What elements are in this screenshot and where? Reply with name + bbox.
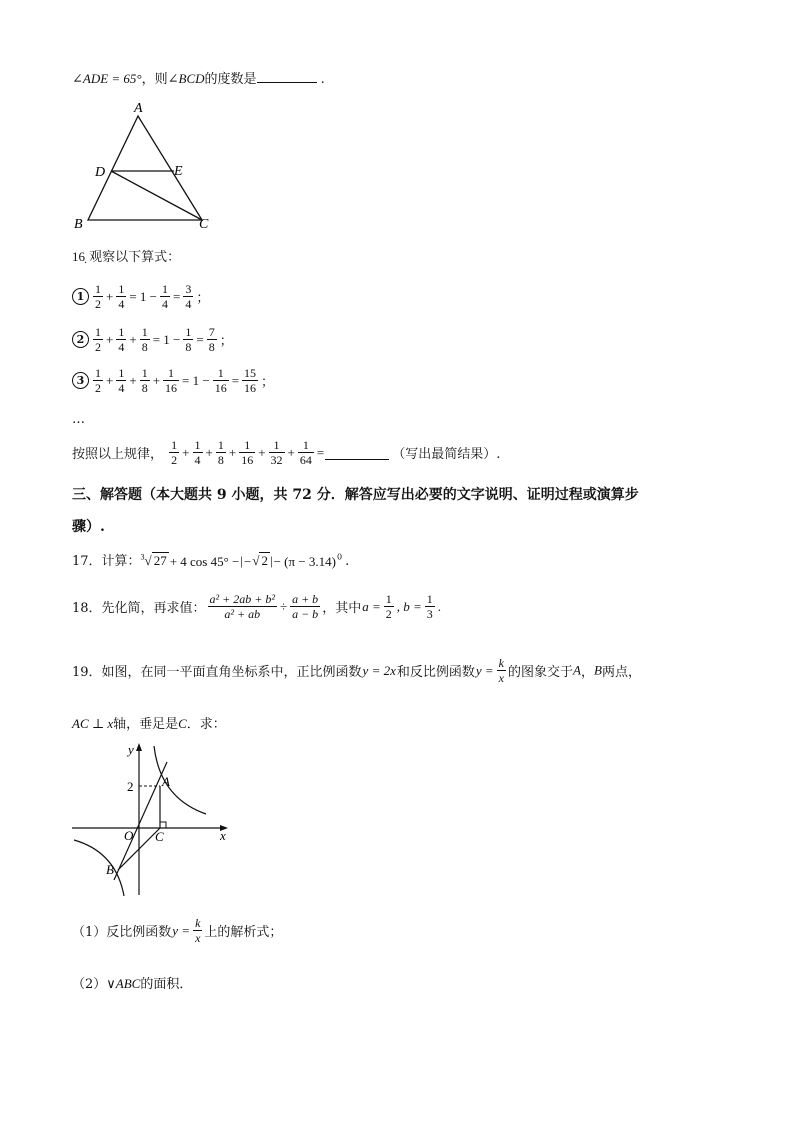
fraction: $\frac{\text{a² + 2ab + b²}}{\text{a² + ab}}$ (209, 592, 275, 621)
fraction: $\frac{1}{2}$ (95, 282, 101, 311)
label-c: C (199, 217, 209, 232)
fraction: $\frac{1}{2}$ (95, 325, 101, 354)
sqrt-arg: 2 (261, 553, 268, 568)
label-b: B (74, 217, 83, 232)
q16-number: 16 (72, 249, 85, 264)
fraction: $\frac{1}{4}$ (118, 282, 125, 311)
fraction: $\frac{1}{4}$ (118, 325, 125, 354)
section-3-heading-line-1: 三、解答题（本大题共 9 小题，共 72 分．解答应写出必要的文字说明、证明过程或演算步 (72, 487, 639, 503)
rule-prefix: 按照以上规律， (72, 447, 164, 462)
q15-bcd: BCD (178, 71, 205, 86)
row-3-marker: 3 (72, 372, 89, 389)
q15-degree-text: 的度数是 (204, 72, 257, 87)
q16-rule-line: 按照以上规律， $\frac{1}{2}$ + $\frac{1}{4}$ + $\frac{1}{8}$ + $\frac{1}{16}$ + $\frac{1}{32}$ + $\frac{1}{64}$ = （写出最简结果）. (72, 438, 501, 467)
q15-tail-line (72, 68, 325, 87)
q19-line-1: 19．如图，在同一平面直角坐标系中，正比例函数y = 2x和反比例函数y = $\frac{k}{x}$ 的图象交于A，B两点， (72, 656, 641, 685)
q17-line: 17．计算：$^3$√ 27 + 4 cos 45° −|−√ 2 |− $(\pi - 3.14)^0$ . (72, 552, 350, 569)
fraction: $\frac{1}{16}$ (165, 366, 178, 395)
line-y-2x (114, 762, 167, 880)
segment-dc (111, 171, 202, 220)
q16-row-3: 3 $\frac{1}{2}$ + $\frac{1}{4}$ + $\frac{1}{8}$ + $\frac{1}{16}$ = 1 − $\frac{1}{16}$ = $\frac{15}{16}$ ； (72, 366, 275, 395)
rule-suffix: （写出最简结果）. (392, 447, 501, 462)
label-d: D (95, 165, 106, 180)
row-2-marker: 2 (72, 331, 89, 348)
fraction: $\frac{k}{x}$ (498, 656, 504, 685)
angle-ade: ∠ADE = 65° (72, 71, 142, 86)
q18-line: 18．先化简，再求值： $\frac{\text{a² + 2ab + b²}}{\text{a² + ab}}$ ÷ $\frac{a + b}{a - b}$ ，其中a = $\frac{1}{2}$ , b = $\frac{1}{3}$ . (72, 592, 442, 621)
q16-title: 观察以下算式： (89, 250, 181, 265)
label-a: A (162, 774, 170, 789)
graph-figure (66, 740, 238, 900)
fraction: $\frac{1}{16}$ (241, 438, 254, 467)
q17-part2: + 4 cos 45° − (169, 553, 240, 569)
fraction: $\frac{1}{2}$ (95, 366, 101, 395)
fraction: $\frac{1}{8}$ (217, 438, 224, 467)
q15-then: ，则∠ (141, 72, 179, 87)
fraction: $\frac{1}{8}$ (185, 325, 192, 354)
label-a: A (134, 101, 143, 116)
hyperbola-branch-2 (74, 840, 124, 896)
fraction: $\frac{1}{8}$ (141, 325, 148, 354)
q18-prefix: 18．先化简，再求值： (72, 601, 206, 616)
q17-prefix: 17．计算： (72, 554, 141, 569)
q17-part3: − (π − 3.14) (273, 553, 336, 569)
label-c: C (155, 829, 164, 844)
fraction: $\frac{1}{8}$ (141, 366, 148, 395)
q16-row-2: 2 $\frac{1}{2}$ + $\frac{1}{4}$ + $\frac{1}{8}$ = 1 − $\frac{1}{8}$ = $\frac{7}{8}$ ； (72, 325, 234, 354)
cuberoot-arg: 27 (153, 553, 167, 568)
q19-line-2: AC ⊥ x轴，垂足是C．求： (72, 716, 226, 732)
fraction: $\frac{1}{16}$ (214, 366, 227, 395)
fraction: $\frac{7}{8}$ (208, 325, 215, 354)
fraction: $\frac{1}{4}$ (162, 282, 169, 311)
fraction: $\frac{1}{4}$ (118, 366, 125, 395)
fraction: $\frac{1}{2}$ (385, 592, 392, 621)
label-e: E (174, 164, 183, 179)
triangle-figure (70, 98, 220, 233)
fraction: $\frac{1}{3}$ (426, 592, 433, 621)
fraction: $\frac{1}{2}$ (171, 438, 178, 467)
fraction: $\frac{1}{32}$ (270, 438, 283, 467)
fraction: $\frac{a + b}{a - b}$ (292, 592, 319, 621)
q16-row-1: 1 $\frac{1}{2}$ + $\frac{1}{4}$ = 1 − $\frac{1}{4}$ = $\frac{3}{4}$ ； (72, 282, 210, 311)
fraction: $\frac{1}{4}$ (194, 438, 201, 467)
right-angle-mark (160, 822, 166, 828)
fraction: $\frac{15}{16}$ (244, 366, 257, 395)
row-1-marker: 1 (72, 288, 89, 305)
cuberoot-index: 3 (140, 552, 145, 562)
fraction: $\frac{3}{4}$ (185, 282, 192, 311)
triangle-abc-symbol: ∨ABC (106, 976, 141, 991)
answer-blank-15[interactable] (257, 82, 317, 83)
label-b: B (106, 862, 114, 877)
label-o: O (124, 828, 134, 843)
label-2: 2 (127, 779, 134, 794)
fraction: $\frac{k}{x}$ (195, 916, 201, 945)
answer-blank-16[interactable] (325, 445, 389, 460)
q17-exp: 0 (336, 552, 343, 562)
q16-ellipsis: … (72, 412, 85, 427)
q15-period: . (320, 72, 325, 87)
fraction: $\frac{1}{64}$ (299, 438, 312, 467)
section-3-heading-line-2: 骤）. (72, 519, 105, 535)
q19-f1: y = 2x (362, 662, 396, 678)
q19-part-1: （1）反比例函数y = $\frac{k}{x}$ 上的解析式； (72, 916, 283, 945)
q16-marker: · (84, 258, 88, 269)
q19-part-2: （2）∨ABC的面积． (72, 976, 193, 992)
label-x: x (220, 828, 226, 843)
q16-title-line (72, 246, 180, 265)
label-y: y (128, 742, 134, 757)
y-axis-arrow (136, 743, 142, 751)
